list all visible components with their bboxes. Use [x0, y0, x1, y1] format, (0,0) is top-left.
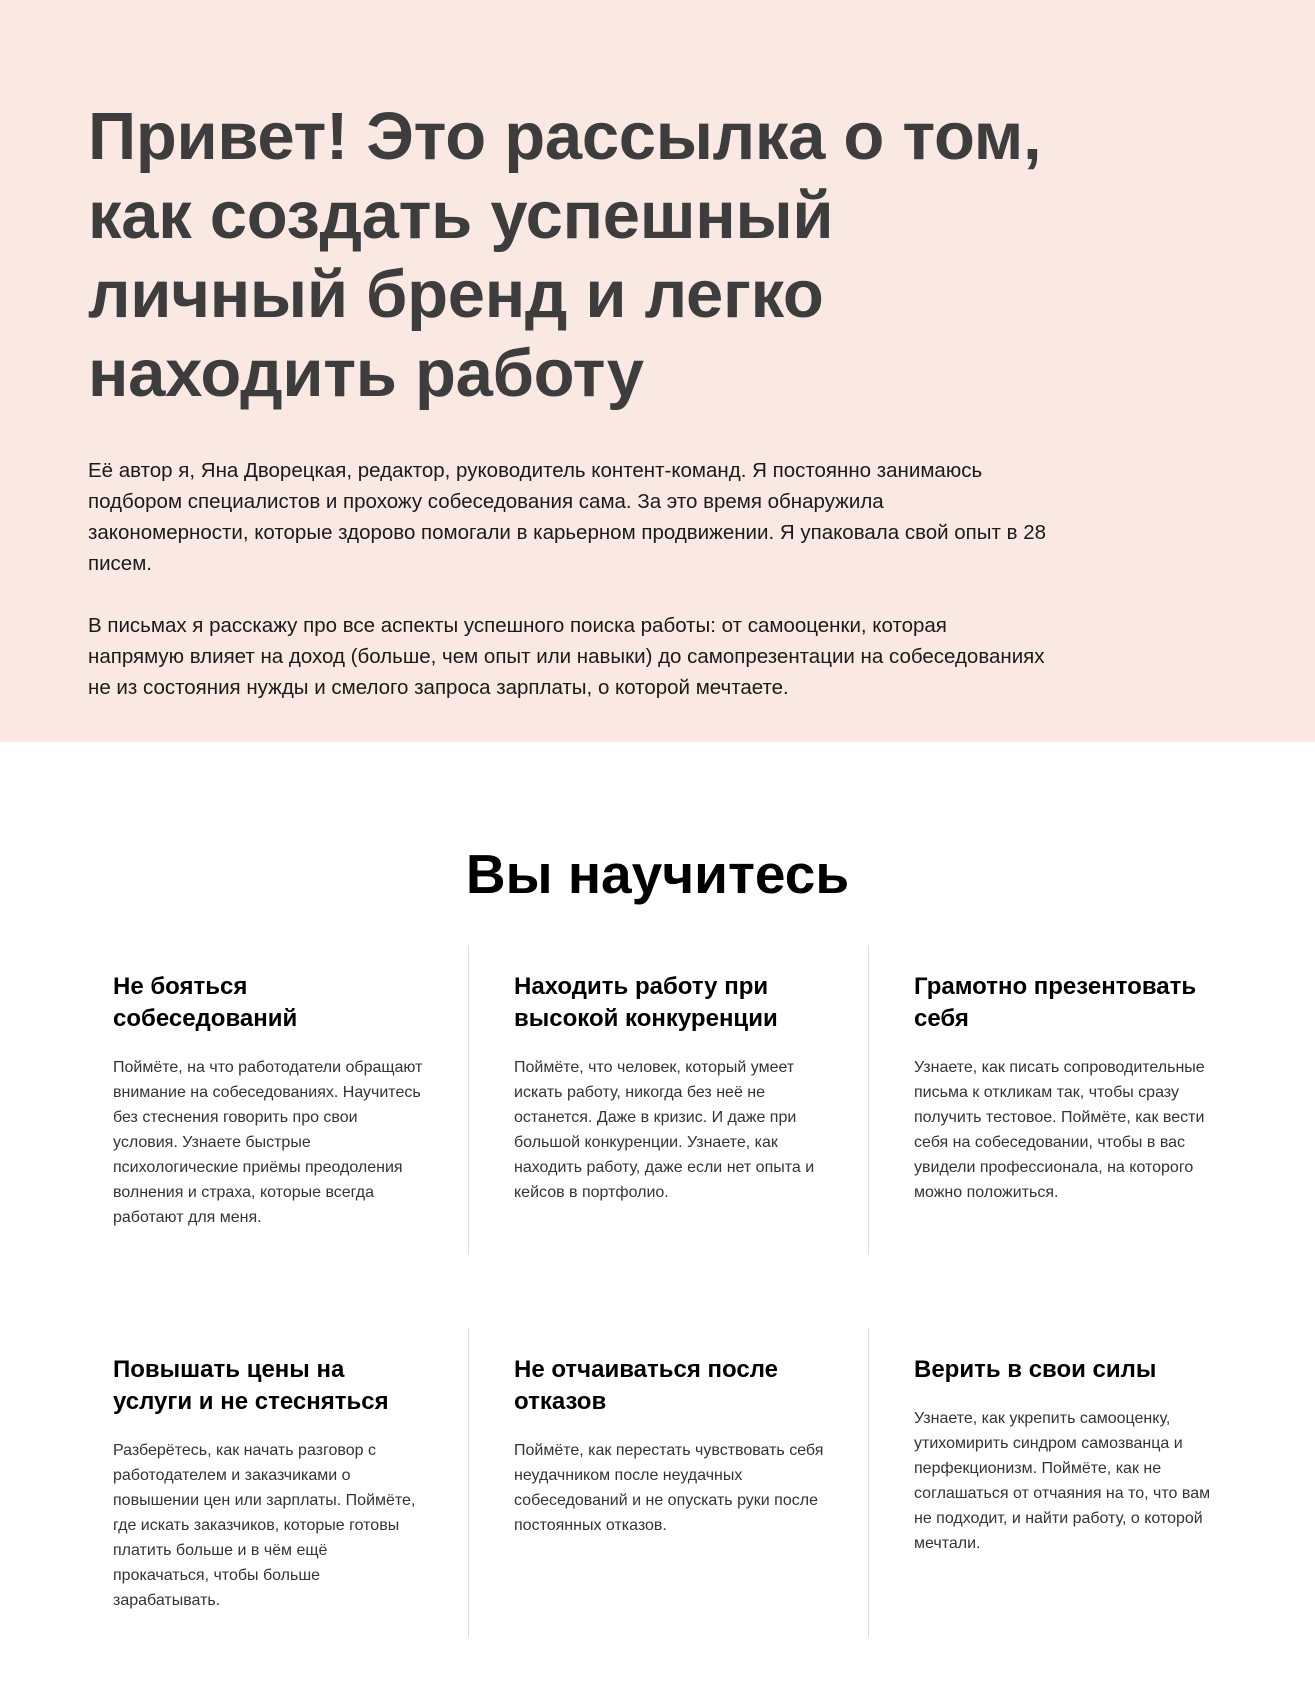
benefit-card-title: Верить в свои силы: [914, 1356, 1157, 1383]
benefit-card-text: Узнаете, как писать сопроводительные письма к откликам так, чтобы сразу получить тестовое. Поймёте, как вести себя на собеседовании, чтобы в вас увидели профессионала, на которого можно положиться.: [914, 1059, 1205, 1201]
benefit-card-title: Грамотно презентовать себя: [914, 973, 1197, 1032]
benefits-grid: [0, 946, 1315, 1637]
benefit-card-text: Разберётесь, как начать разговор с работодателем и заказчиками о повышении цен или зарплаты. Поймёте, где искать заказчиков, которые готовы платить больше и в чём ещё прокачаться, чтобы больше зарабатывать.: [113, 1442, 416, 1609]
benefit-card: [0, 1329, 468, 1637]
benefit-card-title: Не отчаиваться после отказов: [514, 1356, 778, 1415]
benefit-card: [868, 946, 1315, 1254]
benefit-card-title: Не бояться собеседований: [113, 973, 298, 1032]
hero-description-paragraph: В письмах я расскажу про все аспекты успешного поиска работы: от самооценки, которая напрямую влияет на доход (больше, чем опыт или навыки) до самопрезентации на собеседованиях не из состояния нужды и смелого запроса зарплаты, о которой мечтаете.: [88, 614, 1045, 699]
benefit-card: [0, 946, 468, 1254]
benefit-card-text: Поймёте, на что работодатели обращают внимание на собеседованиях. Научитесь без стеснения говорить про свои условия. Узнаете быстрые психологические приёмы преодоления волнения и страха, которые всегда работают для меня.: [113, 1059, 423, 1226]
benefit-card: [468, 1329, 868, 1637]
hero-section: [0, 0, 1315, 742]
hero-title: Привет! Это рассылка о том, как создать успешный личный бренд и легко находить работу: [88, 99, 1042, 411]
benefit-card: [868, 1329, 1315, 1637]
learn-section-title: Вы научитесь: [465, 843, 850, 905]
benefit-card: [468, 946, 868, 1254]
benefit-card-text: Узнаете, как укрепить самооценку, утихомирить синдром самозванца и перфекционизм. Поймёте, как не соглашаться от отчаяния на то, что вам не подходит, и найти работу, о которой мечтали.: [914, 1410, 1211, 1552]
benefit-card-text: Поймёте, как перестать чувствовать себя неудачником после неудачных собеседований и не опускать руки после постоянных отказов.: [514, 1442, 824, 1534]
benefit-card-text: Поймёте, что человек, который умеет искать работу, никогда без неё не останется. Даже в кризис. И даже при большой конкуренции. Узнаете, как находить работу, даже если нет опыта и кейсов в портфолио.: [514, 1059, 815, 1201]
benefit-card-title: Повышать цены на услуги и не стесняться: [113, 1356, 389, 1415]
learn-section: [0, 742, 1315, 1683]
benefits-row: [0, 946, 1315, 1254]
benefits-row: [0, 1329, 1315, 1637]
benefit-card-title: Находить работу при высокой конкуренции: [514, 973, 778, 1032]
hero-intro-paragraph: Её автор я, Яна Дворецкая, редактор, руководитель контент-команд. Я постоянно занимаюсь подбором специалистов и прохожу собеседования сама. За это время обнаружила закономерности, которые здорово помогали в карьерном продвижении. Я упаковала свой опыт в 28 писем.: [88, 459, 1046, 575]
